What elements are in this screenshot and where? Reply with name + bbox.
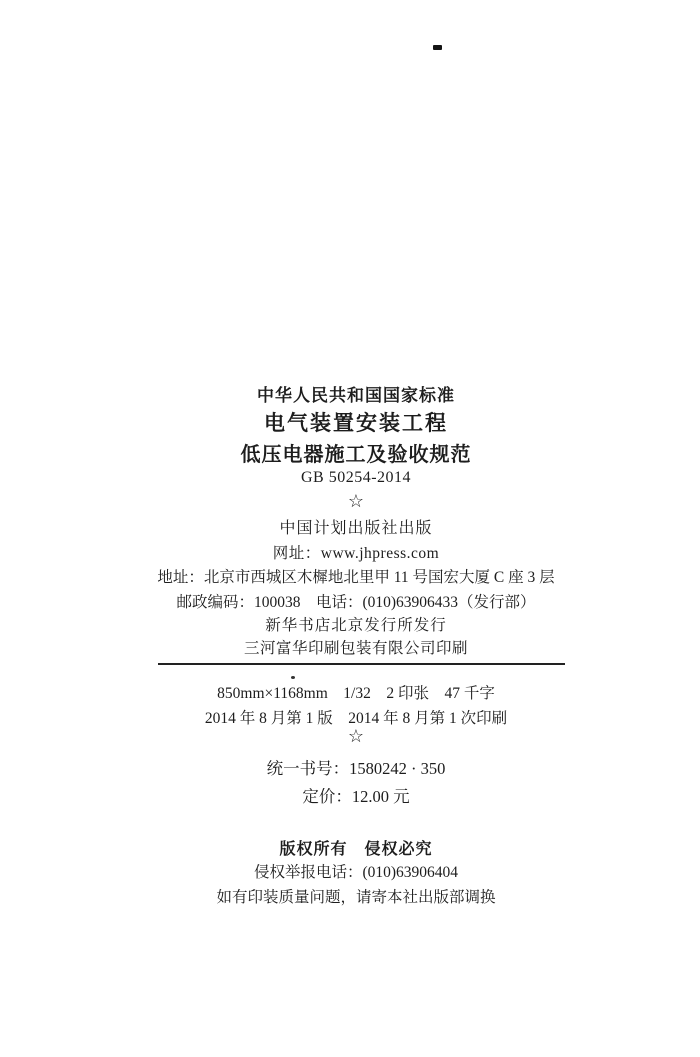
ink-mark bbox=[433, 45, 442, 50]
price-line: 定价：12.00 元 bbox=[302, 787, 410, 806]
format-spec-line: 850mm×1168mm 1/32 2 印张 47 千字 bbox=[217, 685, 495, 702]
standard-designation: 中华人民共和国国家标准 bbox=[257, 386, 455, 405]
book-title-line1: 电气装置安装工程 bbox=[264, 412, 448, 435]
address-line: 地址：北京市西城区木樨地北里甲 11 号国宏大厦 C 座 3 层 bbox=[157, 569, 555, 586]
star-divider-bottom: ☆ bbox=[347, 726, 365, 746]
postal-phone-line: 邮政编码：100038 电话：(010)63906433（发行部） bbox=[176, 594, 536, 611]
publisher-line: 中国计划出版社出版 bbox=[279, 520, 433, 537]
standard-code: GB 50254-2014 bbox=[300, 469, 412, 486]
distributor-line: 新华书店北京发行所发行 bbox=[265, 617, 447, 634]
ink-speck bbox=[291, 676, 295, 679]
star-divider-top: ☆ bbox=[347, 491, 365, 511]
book-number-line: 统一书号：1580242 · 350 bbox=[266, 759, 446, 778]
copyright-notice: 版权所有 侵权必究 bbox=[279, 841, 433, 858]
divider-rule bbox=[158, 663, 565, 665]
edition-line: 2014 年 8 月第 1 版 2014 年 8 月第 1 次印刷 bbox=[204, 710, 508, 727]
book-title-line2: 低压电器施工及验收规范 bbox=[240, 444, 472, 466]
printer-line: 三河富华印刷包装有限公司印刷 bbox=[243, 640, 468, 657]
report-phone-line: 侵权举报电话：(010)63906404 bbox=[253, 864, 459, 881]
quality-note-line: 如有印装质量问题，请寄本社出版部调换 bbox=[216, 889, 496, 906]
website-line: 网址：www.jhpress.com bbox=[272, 545, 440, 562]
